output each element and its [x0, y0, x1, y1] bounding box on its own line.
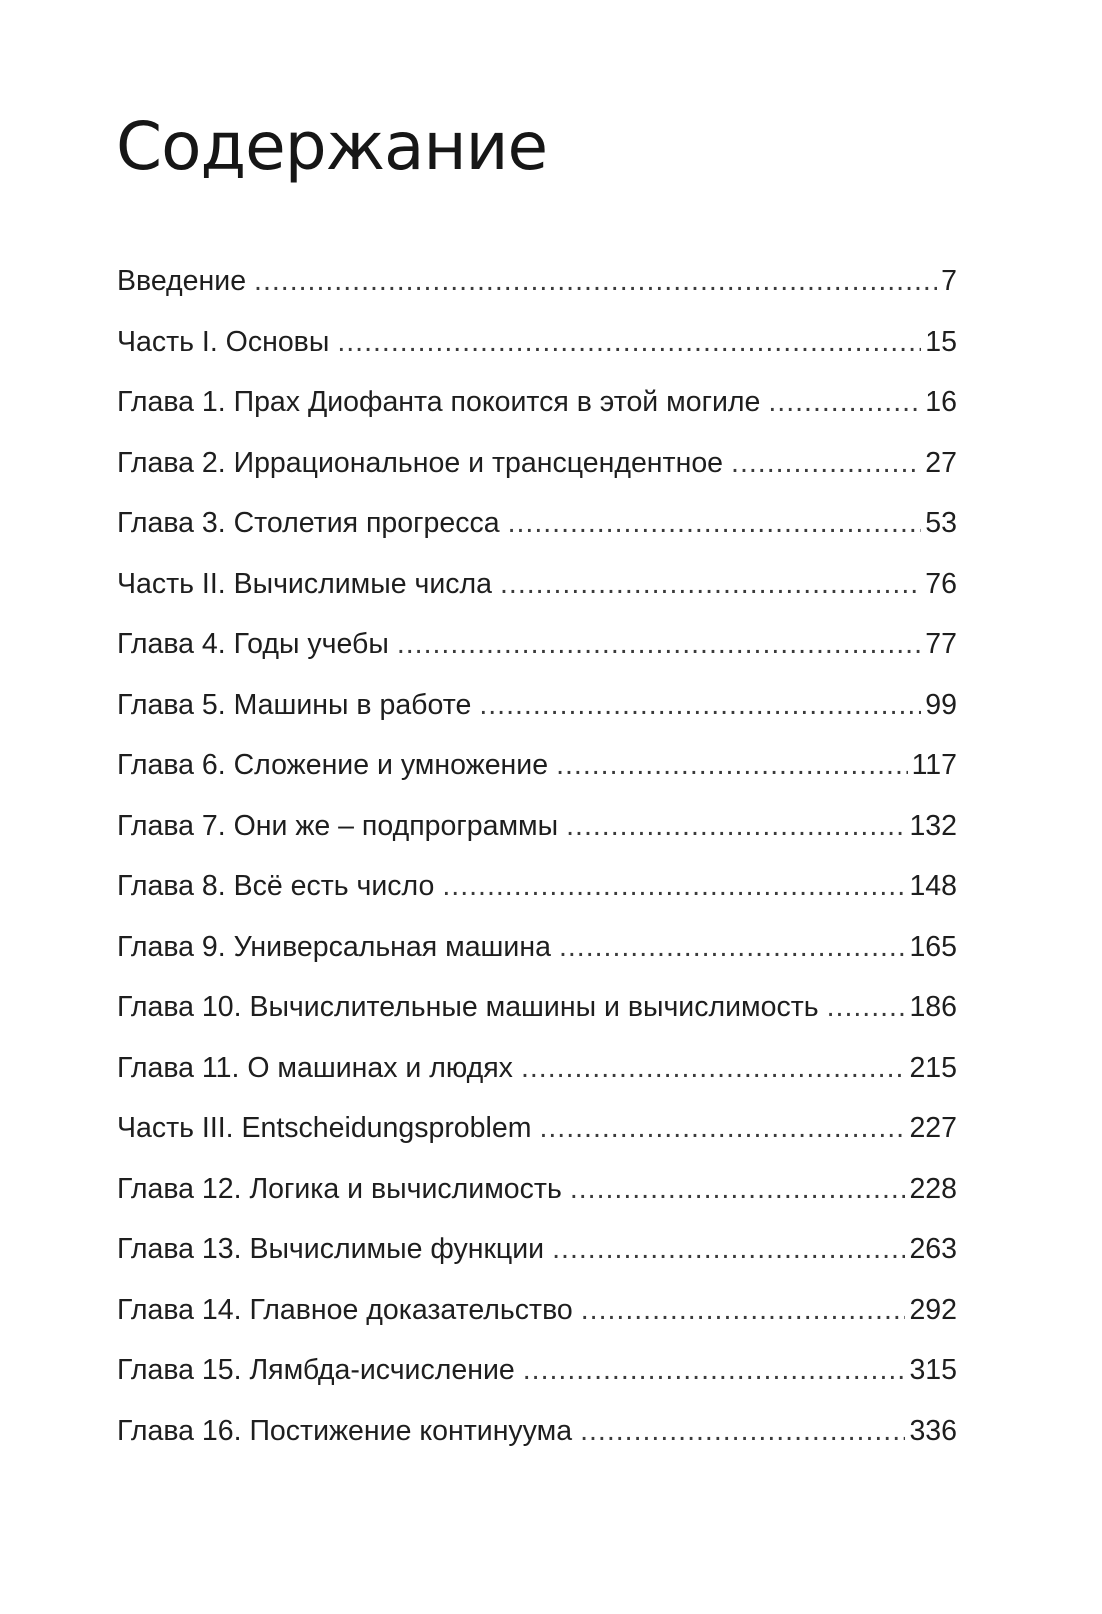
toc-entry-title: Глава 5. Машины в работе	[117, 688, 472, 721]
dot-leader	[337, 319, 921, 365]
toc-entry[interactable]	[117, 682, 957, 743]
dot-leader	[566, 803, 905, 849]
toc-entry-title: Глава 12. Логика и вычислимость	[117, 1172, 562, 1205]
toc-entry[interactable]	[117, 742, 957, 803]
dot-leader	[397, 621, 921, 667]
dot-leader	[580, 1408, 905, 1454]
toc-entry-page: 148	[909, 870, 957, 902]
toc-entry[interactable]	[117, 379, 957, 440]
toc-entry-page: 165	[909, 930, 957, 963]
toc-entry[interactable]	[117, 984, 957, 1045]
toc-entry-page: 315	[909, 1354, 957, 1386]
dot-leader	[521, 1045, 906, 1091]
toc-entry-page: 16	[925, 386, 957, 418]
dot-leader	[442, 863, 905, 909]
toc-entry-page: 227	[909, 1112, 957, 1144]
toc-entry-page: 99	[925, 688, 957, 721]
toc-entry[interactable]	[117, 1105, 957, 1166]
toc-entry[interactable]	[117, 1408, 957, 1469]
toc-entry[interactable]	[117, 1226, 957, 1287]
toc-entry-page: 132	[909, 809, 957, 842]
dot-leader	[552, 1226, 905, 1272]
dot-leader	[768, 379, 921, 425]
toc-entry-page: 228	[909, 1172, 957, 1205]
toc-entry-page: 15	[925, 325, 957, 358]
dot-leader	[731, 440, 921, 486]
dot-leader	[500, 561, 921, 607]
toc-entry[interactable]	[117, 924, 957, 985]
toc-entry-title: Часть I. Основы	[117, 325, 330, 358]
toc-entry-page: 77	[925, 628, 957, 660]
dot-leader	[581, 1287, 906, 1333]
toc-entry-page: 27	[925, 446, 957, 479]
toc-entry-title: Глава 7. Они же – подпрограммы	[117, 809, 559, 842]
toc-entry-page: 7	[941, 265, 957, 297]
toc-entry-title: Часть III. Entscheidungsproblem	[117, 1112, 532, 1144]
dot-leader	[508, 500, 922, 546]
toc-entry-title: Глава 4. Годы учебы	[117, 628, 389, 660]
table-of-contents	[117, 258, 957, 1468]
toc-entry-page: 292	[909, 1293, 957, 1326]
toc-entry-page: 117	[911, 749, 957, 781]
toc-entry-page: 53	[925, 507, 957, 539]
toc-entry[interactable]	[117, 1347, 957, 1408]
toc-entry-page: 186	[909, 991, 957, 1023]
dot-leader	[254, 258, 937, 304]
toc-entry[interactable]	[117, 319, 957, 380]
dot-leader	[479, 682, 921, 728]
toc-entry[interactable]	[117, 1287, 957, 1348]
toc-entry[interactable]	[117, 258, 957, 319]
toc-entry-title: Глава 9. Универсальная машина	[117, 930, 551, 963]
dot-leader	[827, 984, 906, 1030]
toc-entry-title: Глава 14. Главное доказательство	[117, 1293, 573, 1326]
toc-entry-title: Глава 10. Вычислительные машины и вычислимость	[117, 991, 819, 1023]
dot-leader	[570, 1166, 906, 1212]
toc-entry[interactable]	[117, 1045, 957, 1106]
toc-entry-title: Глава 15. Лямбда-исчисление	[117, 1354, 515, 1386]
toc-entry-page: 336	[909, 1414, 957, 1447]
dot-leader	[559, 924, 906, 970]
toc-entry-page: 215	[909, 1051, 957, 1084]
toc-entry-title: Глава 6. Сложение и умножение	[117, 749, 549, 781]
toc-entry[interactable]	[117, 500, 957, 561]
toc-entry-title: Введение	[117, 265, 247, 297]
toc-entry-title: Глава 1. Прах Диофанта покоится в этой могиле	[117, 386, 761, 418]
toc-entry[interactable]	[117, 440, 957, 501]
toc-entry-title: Глава 11. О машинах и людях	[117, 1051, 513, 1084]
toc-entry[interactable]	[117, 863, 957, 924]
toc-entry-title: Часть II. Вычислимые числа	[117, 567, 492, 600]
toc-entry[interactable]	[117, 1166, 957, 1227]
dot-leader	[556, 742, 908, 788]
toc-entry-title: Глава 16. Постижение континуума	[117, 1414, 573, 1447]
toc-entry-title: Глава 8. Всё есть число	[117, 870, 435, 902]
toc-entry[interactable]	[117, 803, 957, 864]
toc-entry-page: 263	[909, 1233, 957, 1265]
toc-entry-title: Глава 2. Иррациональное и трансцендентное	[117, 446, 724, 479]
toc-entry-title: Глава 3. Столетия прогресса	[117, 507, 500, 539]
dot-leader	[539, 1105, 905, 1151]
toc-entry[interactable]	[117, 561, 957, 622]
toc-entry-title: Глава 13. Вычислимые функции	[117, 1233, 545, 1265]
toc-entry[interactable]	[117, 621, 957, 682]
page-title: Содержание	[116, 108, 548, 185]
dot-leader	[523, 1347, 906, 1393]
toc-entry-page: 76	[925, 567, 957, 600]
